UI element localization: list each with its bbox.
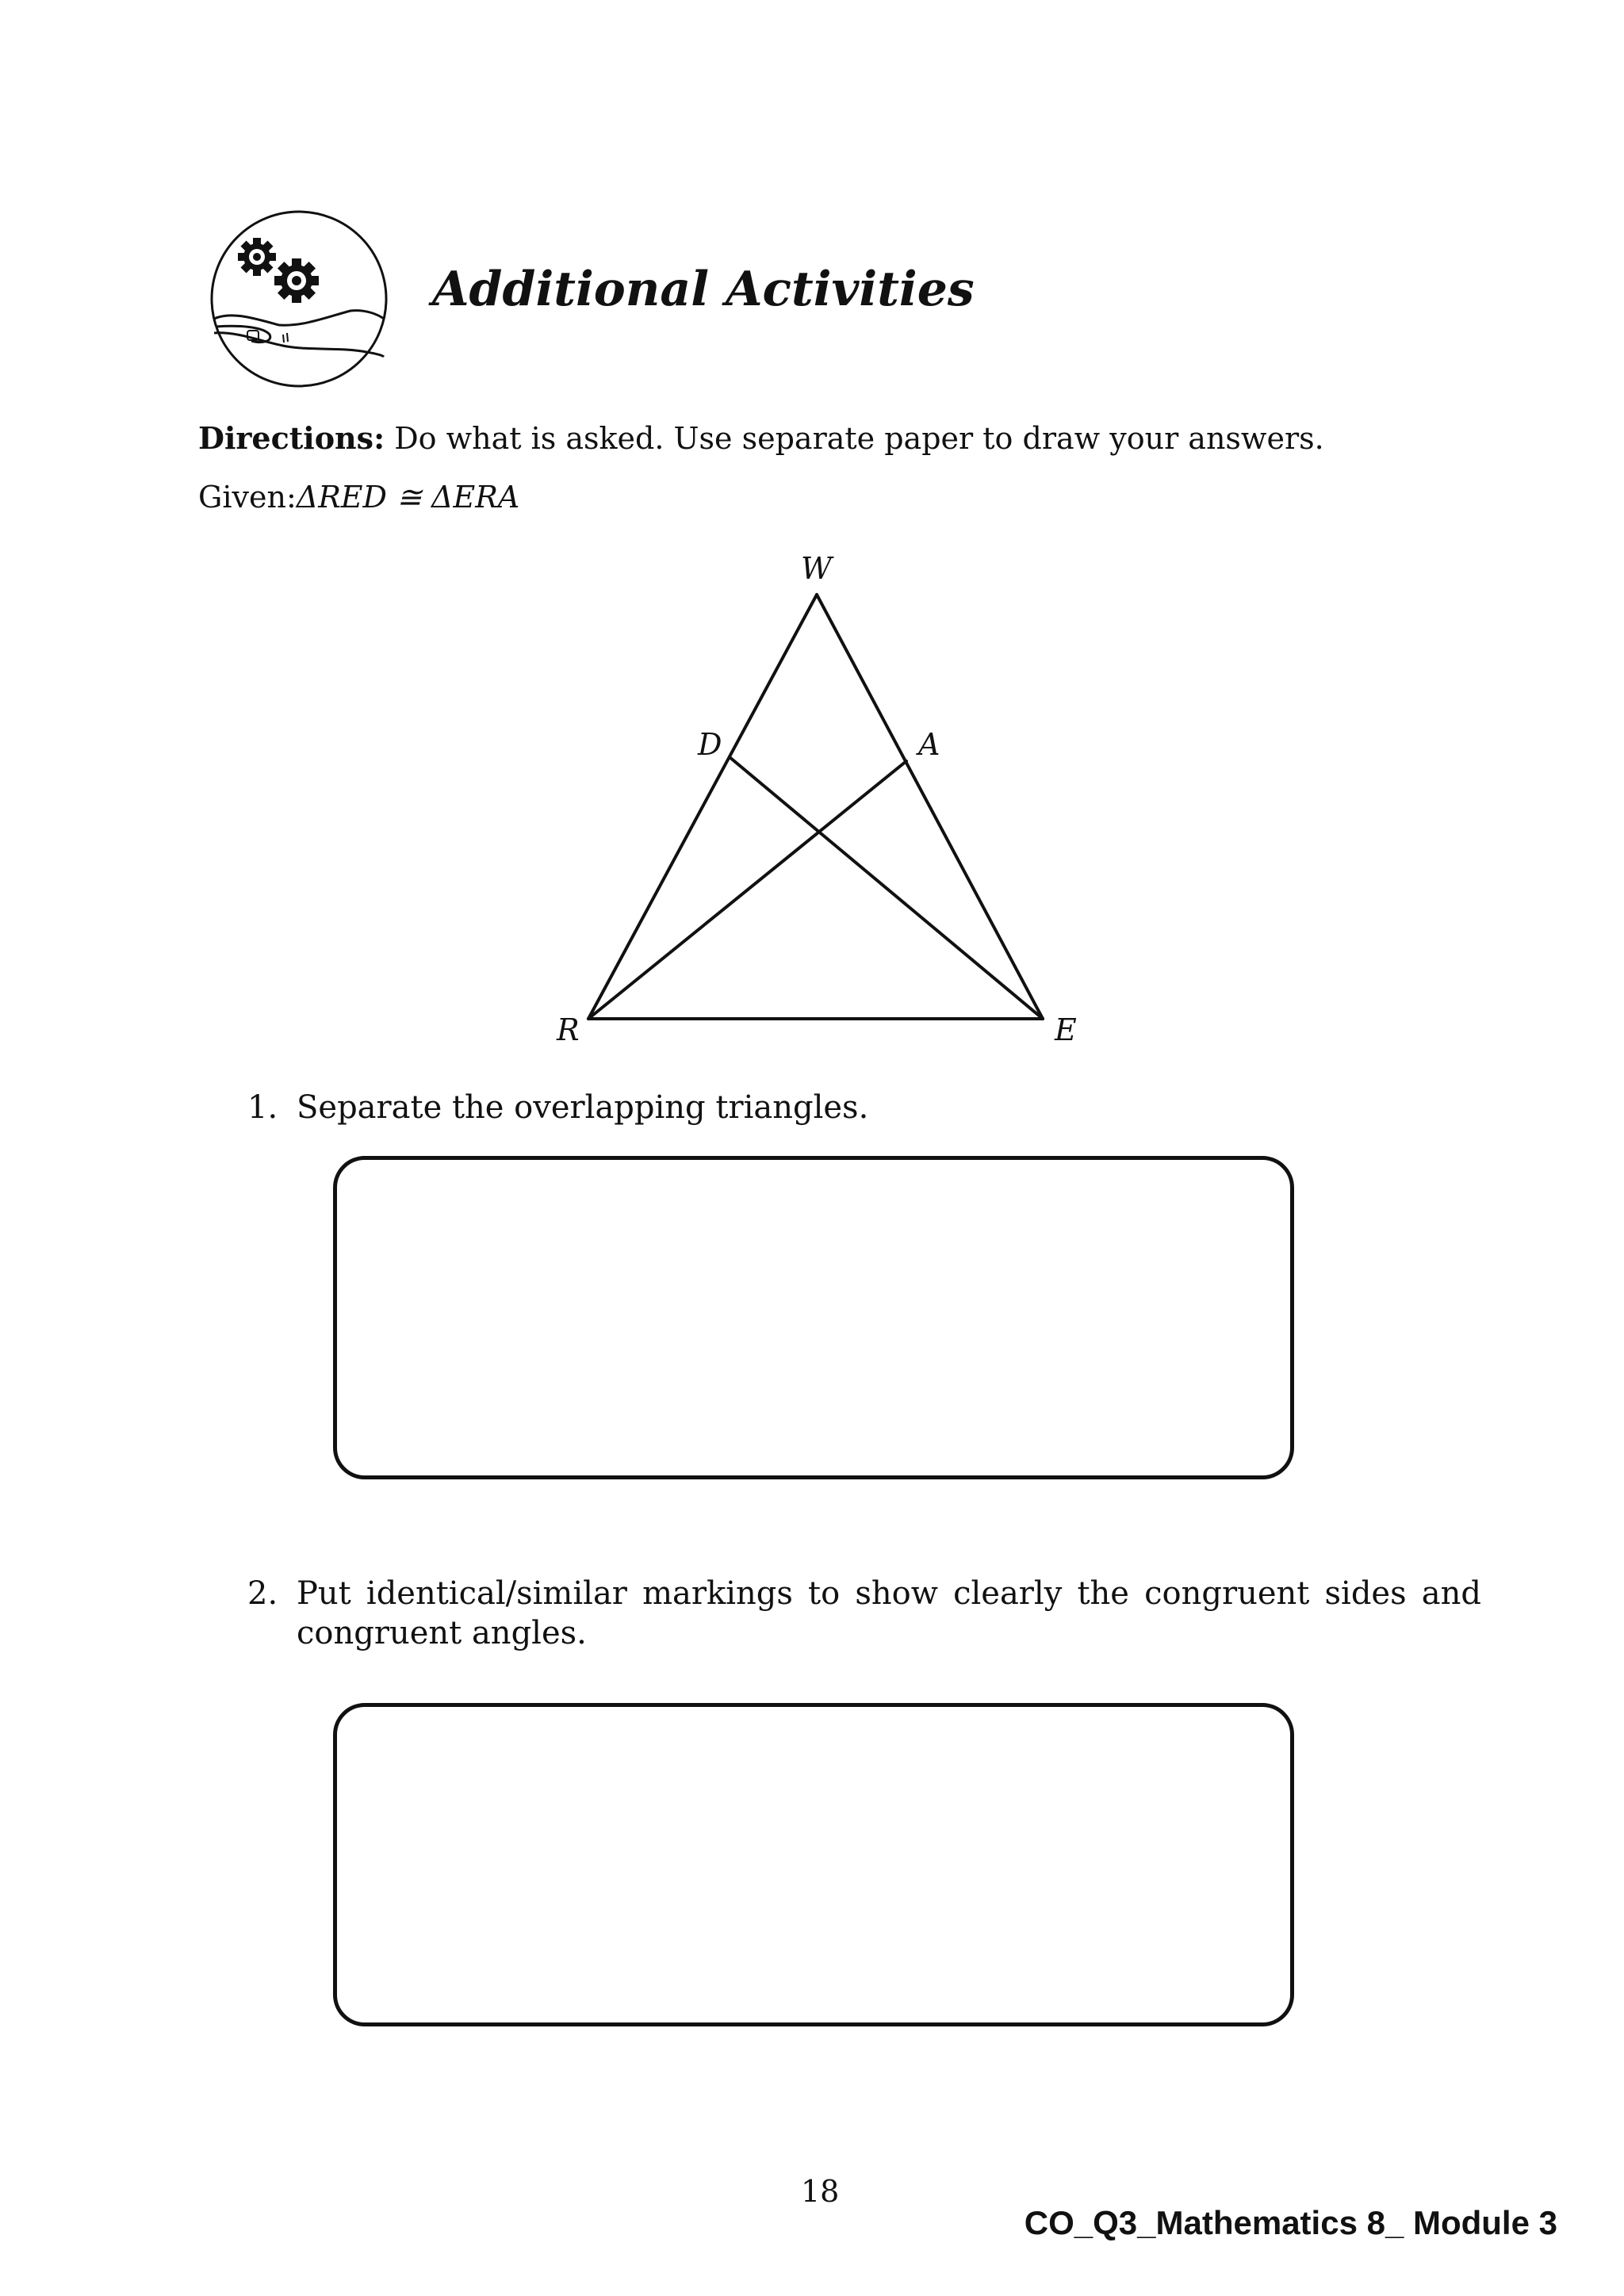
segment-RA (588, 761, 906, 1019)
question-number: 1. (247, 1089, 278, 1126)
answer-box-1[interactable] (333, 1156, 1294, 1479)
segment-WR (588, 595, 817, 1019)
page-title: Additional Activities (432, 262, 975, 317)
triangle-figure (539, 547, 1094, 1054)
question-number: 2. (247, 1575, 278, 1612)
given-expression: ΔRED ≅ ΔERA (296, 480, 520, 515)
given-label: Given: (198, 480, 297, 515)
directions (198, 420, 1324, 456)
question-2 (247, 1574, 1481, 1661)
vertex-label-E: E (1055, 1012, 1077, 1047)
directions-label: Directions: (198, 420, 385, 456)
module-footer: CO_Q3_Mathematics 8_ Module 3 (1024, 2204, 1557, 2241)
vertex-label-A: A (918, 727, 940, 762)
question-text: Put identical/similar markings to show clearly the congruent sides and congruent angles. (297, 1575, 1481, 1651)
question-text: Separate the overlapping triangles. (297, 1089, 869, 1126)
vertex-label-R: R (557, 1012, 580, 1047)
answer-box-2[interactable] (333, 1703, 1294, 2026)
gears-on-hand-icon (208, 208, 390, 390)
page-number: 18 (801, 2174, 840, 2209)
segment-DE (730, 757, 1043, 1019)
given-statement (198, 480, 519, 515)
vertex-label-W: W (801, 551, 833, 586)
vertex-label-D: D (698, 727, 722, 762)
directions-text: Do what is asked. Use separate paper to draw your answers. (385, 421, 1324, 456)
question-1 (247, 1088, 1437, 1127)
